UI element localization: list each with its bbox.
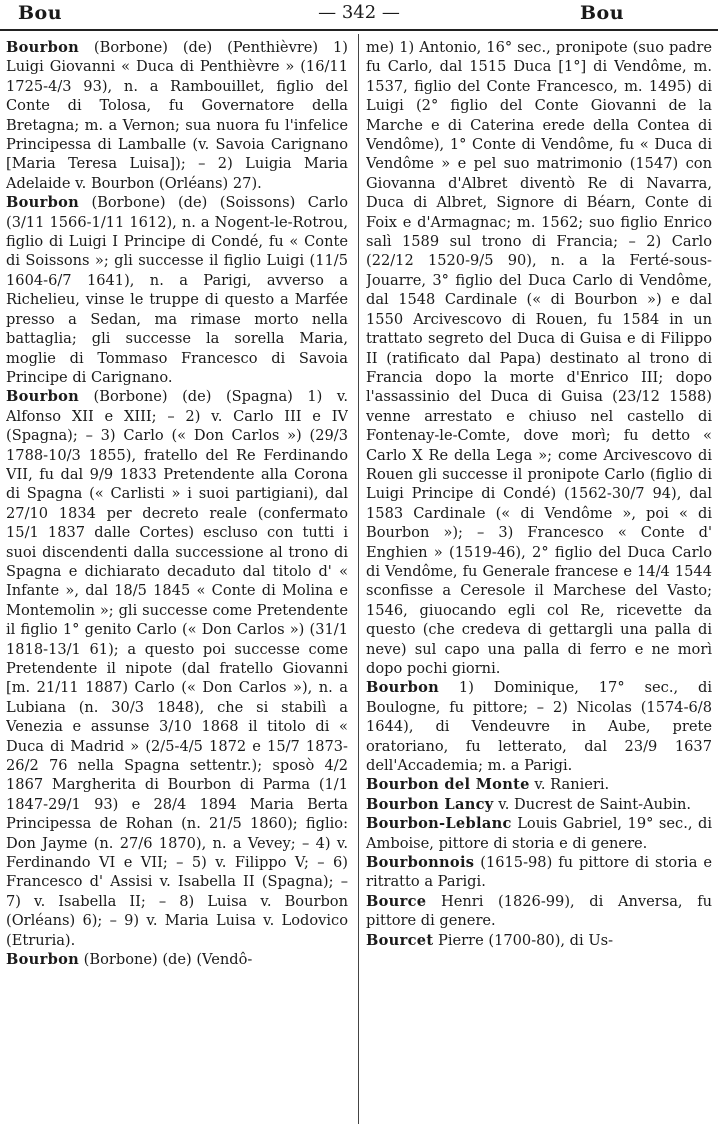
entry-text: (Borbone) (de) (Vendô- — [79, 951, 253, 969]
entry-text: me) 1) Antonio, 16° sec., pronipote (suo padre fu Carlo, dal 1515 Duca [1°] di Vendôme, m. 1537, figlio del Conte Francesco, m. 1495) di Luigi (2° figlio del Conte Giovanni de la Marche e di Caterina erede della Contea di Vendôme), 1° Conte di Vendôme, fu « Duca di Vendôme » e pel suo matrimonio (1547) con Giovanna d'Albret diventò Re di Navarra, Duca di Albret, Signore di Béarn, Conte di Foix e d'Armagnac; m. 1562; suo figlio Enrico salì 1589 sul trono di Francia; – 2) Carlo (22/12 1520-9/5 90), n. a la Ferté-sous-Jouarre, 3° figlio del Duca Carlo di Vendôme, dal 1548 Cardinale (« di Bourbon ») e dal 1550 Arcivescovo di Rouen, fu 1584 in un trattato segreto del Duca di Guisa e di Filippo II (ratificato dal Papa) destinato al trono di Francia dopo la morte d'Enrico III; dopo l'assassinio del Duca di Guisa (23/12 1588) venne arrestato e chiuso nel castello di Fontenay-le-Comte, dove morì; fu detto « Carlo X Re della Lega »; come Arcivescovo di Rouen gli successe il pronipote Carlo (figlio di Luigi Principe di Condé) (1562-30/7 94), dal 1583 Cardinale (« di Vendôme », poi « di Bourbon »); – 3) Francesco « Conte d' Enghien » (1519-46), 2° figlio del Duca Carlo di Vendôme, fu Generale francese e 14/4 1544 sconfisse a Ceresole il Marchese del Vasto; 1546, giuocando egli col Re, ricevette da questo (che credeva di gettargli una palla di neve) sul capo una palla di ferro e ne morì dopo pochi giorni. — [366, 39, 712, 677]
dictionary-entry — [6, 387, 348, 950]
entry-headword: Bourbon — [366, 679, 440, 697]
right-column — [366, 38, 712, 950]
dictionary-entry-continued — [366, 38, 712, 678]
entry-headword: Bourbon del Monte — [366, 776, 530, 794]
entry-text: (Borbone) (de) (Spagna) 1) v. Alfonso XII e XIII; – 2) v. Carlo III e IV (Spagna); – 3) Carlo (« Don Carlos ») (29/3 1788-10/3 1855), fratello del Re Ferdinando VII, fu dal 9/9 1833 Pretendente alla Corona di Spagna (« Carlisti » i suoi partigiani), dal 27/10 1834 per decreto reale (confermato 15/1 1837 dalle Cortes) escluso con tutti i suoi discendenti dalla successione al trono di Spagna e dichiarato decaduto dal titolo d' « Infante », dal 18/5 1845 « Conte di Molina e Montemolin »; gli successe come Pretendente il figlio 1° genito Carlo (« Don Carlos ») (31/1 1818-13/1 61); a questo poi successe come Pretendente il nipote (dal fratello Giovanni [m. 21/11 1887) Carlo (« Don Carlos »), n. a Lubiana (n. 30/3 1848), che si stabilì a Venezia e assunse 3/10 1868 il titolo di « Duca di Madrid » (2/5-4/5 1872 e 15/7 1873-26/2 76 nella Spagna settentr.); sposò 4/2 1867 Margherita di Bourbon di Parma (1/1 1847-29/1 93) e 28/4 1894 Maria Berta Principessa de Rohan (n. 21/5 1860); figlio: Don Jayme (n. 27/6 1870), n. a Vevey; – 4) v. Ferdinando VI e VII; – 5) v. Filippo V; – 6) Francesco d' Assisi v. Isabella II (Spagna); – 7) v. Isabella II; – 8) Luisa v. Bourbon (Orléans) 6); – 9) v. Maria Luisa v. Lodovico (Etruria). — [6, 388, 348, 949]
dictionary-entry — [6, 950, 348, 969]
header-rule — [0, 29, 718, 31]
dictionary-entry — [366, 795, 712, 814]
page-header — [0, 0, 718, 30]
running-head-left: Bou — [18, 2, 63, 24]
entry-headword: Bourbon — [6, 388, 80, 406]
entry-text: Louis Gabriel, 19° sec., di Amboise, pittore di storia e di genere. — [366, 815, 712, 852]
entry-text: v. Ducrest de Saint-Aubin. — [493, 795, 692, 813]
entry-text: (Borbone) (de) (Soissons) Carlo (3/11 1566-1/11 1612), n. a Nogent-le-Rotrou, figlio di Luigi I Principe di Condé, fu « Conte di Soissons »; gli successe il figlio Luigi (11/5 1604-6/7 1641), n. a Parigi, avverso a Richelieu, vinse le truppe di questo a Marfée presso a Sedan, ma rimase morto nella battaglia; gli successe la sorella Maria, moglie di Tommaso Francesco di Savoia Principe di Carignano. — [6, 194, 348, 386]
entry-headword: Bourcet — [366, 931, 434, 949]
running-head-right: Bou — [580, 2, 625, 24]
entry-text: Pierre (1700-80), di Us- — [433, 931, 614, 949]
dictionary-entry — [366, 892, 712, 931]
entry-headword: Bourbon-Leblanc — [366, 815, 512, 833]
entry-text: (Borbone) (de) (Penthièvre) 1) Luigi Giovanni « Duca di Penthièvre » (16/11 1725-4/3 93), n. a Rambouillet, figlio del Conte di Tolosa, fu Governatore della Bretagna; m. a Vernon; sua nuora fu l'infelice Principessa di Lamballe (v. Savoia Carignano [Maria Teresa Luisa]); – 2) Luigia Maria Adelaide v. Bourbon (Orléans) 27). — [6, 39, 348, 192]
dictionary-entry — [6, 193, 348, 387]
entry-text: 1) Dominique, 17° sec., di Boulogne, fu pittore; – 2) Nicolas (1574-6/8 1644), di Vendeuvre in Aube, prete oratoriano, fu letterato, dal 23/9 1637 dell'Accademia; m. a Parigi. — [366, 679, 712, 775]
dictionary-entry — [366, 814, 712, 853]
dictionary-entry — [366, 775, 712, 794]
page-number: — 342 — — [318, 2, 400, 23]
column-divider — [358, 34, 359, 1124]
dictionary-entry — [366, 678, 712, 775]
entry-headword: Bourbonnois — [366, 854, 475, 872]
entry-text: (1615-98) fu pittore di storia e ritratto a Parigi. — [366, 854, 712, 891]
left-column — [6, 38, 348, 970]
entry-headword: Bourbon — [6, 39, 80, 56]
entry-headword: Bourbon — [6, 194, 80, 212]
entry-headword: Bourbon — [6, 951, 80, 969]
dictionary-entry — [366, 853, 712, 892]
entry-text: Henri (1826-99), di Anversa, fu pittore di genere. — [366, 892, 712, 930]
entry-headword: Bourbon Lancy — [366, 795, 494, 813]
entry-headword: Bource — [366, 892, 427, 910]
dictionary-entry — [6, 38, 348, 193]
dictionary-entry — [366, 931, 712, 950]
entry-text: v. Ranieri. — [529, 776, 610, 794]
